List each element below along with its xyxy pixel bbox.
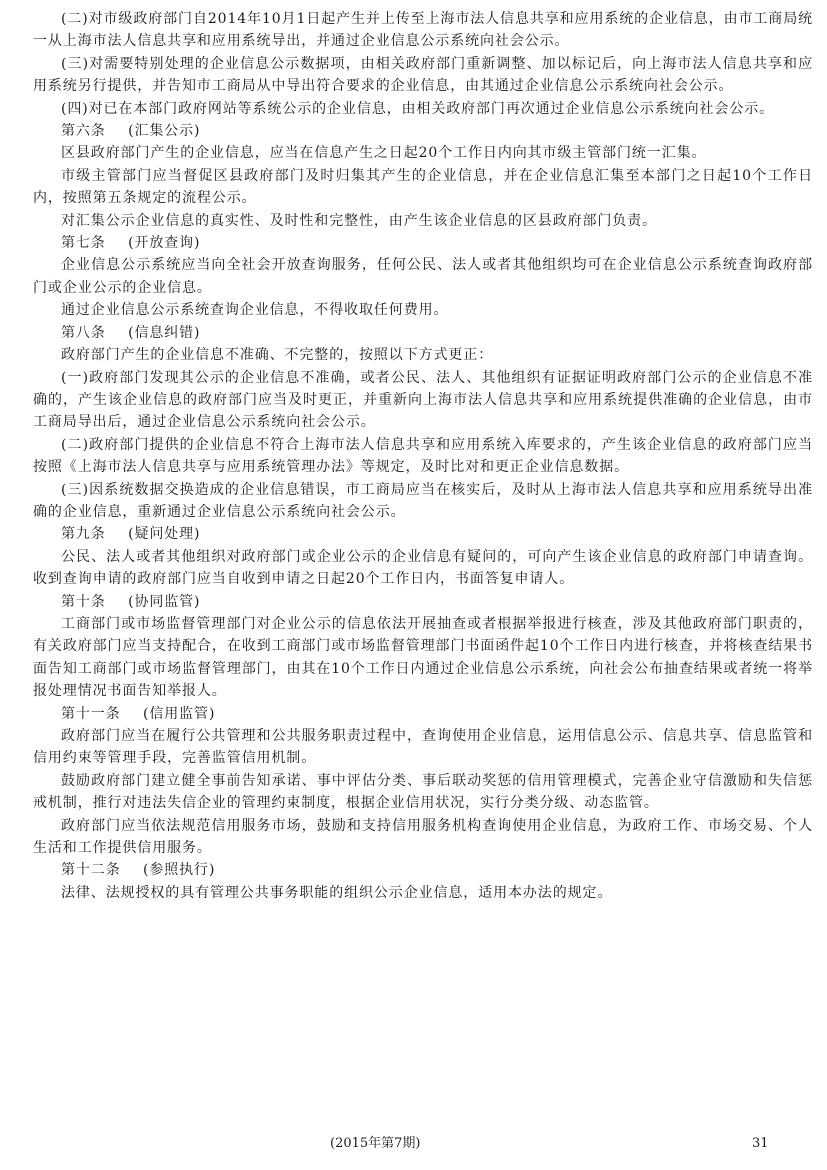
article-heading (33, 232, 813, 254)
paragraph: (二)政府部门提供的企业信息不符合上海市法人信息共享和应用系统入库要求的，产生该企业信息的政府部门应当按照《上海市法人信息共享与应用系统管理办法》等规定，及时比对和更正企业信息数据。 (33, 436, 813, 476)
article-heading (33, 703, 813, 725)
paragraph: 鼓励政府部门建立健全事前告知承诺、事中评估分类、事后联动奖惩的信用管理模式，完善企业守信激励和失信惩戒机制，推行对违法失信企业的管理约束制度，根据企业信用状况，实行分类分级、动态监管。 (33, 772, 813, 812)
paragraph: (四)对已在本部门政府网站等系统公示的企业信息，由相关政府部门再次通过企业信息公示系统向社会公示。 (61, 100, 775, 117)
article-number: 第十一条 (61, 705, 121, 722)
article-number: 第八条 (61, 324, 106, 341)
paragraph: 市级主管部门应当督促区县政府部门及时归集其产生的企业信息，并在企业信息汇集至本部门之日起10个工作日内，按照第五条规定的流程公示。 (33, 167, 813, 207)
article-number: 第十条 (61, 593, 106, 610)
page-footer (0, 1132, 827, 1156)
article-number: 第六条 (61, 123, 106, 140)
article-title: (信息纠错) (128, 324, 201, 341)
paragraph: 法律、法规授权的具有管理公共事务职能的组织公示企业信息，适用本办法的规定。 (61, 884, 613, 901)
article-number: 第十二条 (61, 862, 121, 879)
article-title: (协同监管) (128, 593, 201, 610)
paragraph: (一)政府部门发现其公示的企业信息不准确，或者公民、法人、其他组织有证据证明政府部门公示的企业信息不准确的，产生该企业信息的政府部门应当及时更正，并重新向上海市法人信息共享和应用系统提供准确的企业信息，由市工商局导出后，通过企业信息公示系统向社会公示。 (33, 369, 813, 431)
article-heading (33, 591, 813, 613)
paragraph: 企业信息公示系统应当向全社会开放查询服务，任何公民、法人或者其他组织均可在企业信息公示系统查询政府部门或企业公示的企业信息。 (33, 257, 813, 296)
paragraph: 工商部门或市场监督管理部门对企业公示的信息依法开展抽查或者根据举报进行核查，涉及其他政府部门职责的，有关政府部门应当支持配合，在收到工商部门或市场监督管理部门书面函件起10个工作日内进行核查，并将核查结果书面告知工商部门或市场监督管理部门，由其在10个工作日内通过企业信息公示系统，向社会公布抽查结果或者统一将举报处理情况书面告知举报人。 (33, 615, 813, 700)
article-heading (33, 523, 813, 545)
paragraph: 通过企业信息公示系统查询企业信息，不得收取任何费用。 (61, 302, 449, 319)
article-title: (开放查询) (128, 235, 201, 252)
paragraph: 公民、法人或者其他组织对政府部门或企业公示的企业信息有疑问的，可向产生该企业信息的政府部门申请查询。收到查询申请的政府部门应当自收到申请之日起20个工作日内，书面答复申请人。 (33, 548, 813, 588)
article-title: (信用监管) (143, 705, 216, 722)
paragraph: 政府部门产生的企业信息不准确、不完整的，按照以下方式更正： (61, 347, 494, 364)
issue-label: (2015年第7期) (330, 1136, 421, 1151)
paragraph: 区县政府部门产生的企业信息，应当在信息产生之日起20个工作日内向其市级主管部门统一汇集。 (61, 145, 707, 162)
page-number: 31 (752, 1136, 769, 1151)
article-title: (参照执行) (143, 862, 216, 879)
article-number: 第七条 (61, 235, 106, 252)
paragraph: 对汇集公示企业信息的真实性、及时性和完整性，由产生该企业信息的区县政府部门负责。 (61, 212, 657, 229)
article-title: (汇集公示) (128, 123, 201, 140)
paragraph: (三)对需要特别处理的企业信息公示数据项，由相关政府部门重新调整、加以标记后，向上海市法人信息共享和应用系统另行提供，并告知市工商局从中导出符合要求的企业信息，由其通过企业信息公示系统向社会公示。 (33, 55, 813, 95)
article-heading (33, 859, 813, 881)
paragraph: 政府部门应当在履行公共管理和公共服务职责过程中，查询使用企业信息，运用信息公示、信息共享、信息监管和信用约束等管理手段，完善监管信用机制。 (33, 728, 813, 767)
article-heading (33, 120, 813, 142)
document-body (33, 8, 813, 904)
article-title: (疑问处理) (128, 526, 201, 543)
article-heading (33, 322, 813, 344)
paragraph: (二)对市级政府部门自2014年10月1日起产生并上传至上海市法人信息共享和应用系统的企业信息，由市工商局统一从上海市法人信息共享和应用系统导出，并通过企业信息公示系统向社会公示。 (33, 11, 813, 50)
paragraph: 政府部门应当依法规范信用服务市场，鼓励和支持信用服务机构查询使用企业信息，为政府工作、市场交易、个人生活和工作提供信用服务。 (33, 817, 813, 857)
article-number: 第九条 (61, 526, 106, 543)
paragraph: (三)因系统数据交换造成的企业信息错误，市工商局应当在核实后，及时从上海市法人信息共享和应用系统导出准确的企业信息，重新通过企业信息公示系统向社会公示。 (33, 481, 813, 520)
